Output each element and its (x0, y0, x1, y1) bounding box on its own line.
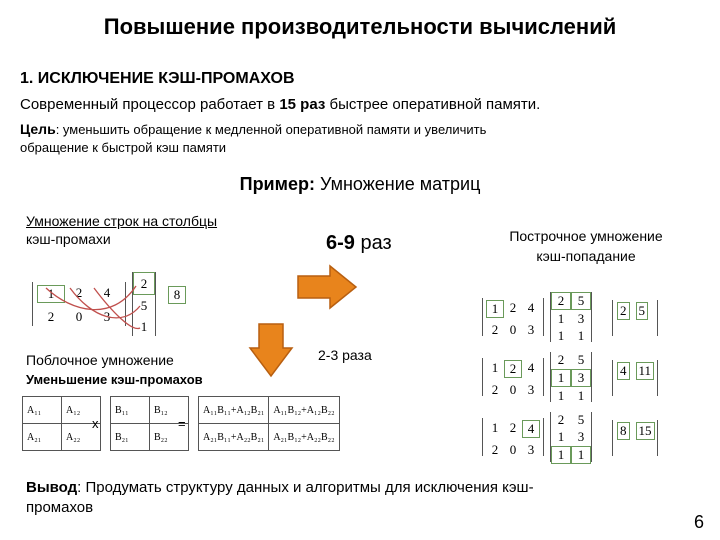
row-example (482, 352, 682, 402)
matrix-a-cell: 3 (103, 309, 111, 324)
row-c-cell: 2 (617, 302, 630, 320)
block-title: Поблочное умножение (26, 352, 174, 368)
intro-pre: Современный процессор работает в (20, 96, 280, 113)
access-path-icon (32, 272, 172, 342)
row-a-cell: 3 (527, 322, 535, 337)
row-b-cell: 1 (557, 388, 565, 403)
row-b-cell: 1 (557, 429, 565, 444)
row-a-cell: 2 (491, 382, 499, 397)
row-b-cell: 5 (571, 292, 591, 310)
row-a-cell: 3 (527, 442, 535, 457)
row-c-cell: 11 (636, 362, 655, 380)
matrix-a-cell: 0 (75, 309, 83, 324)
speedup-bold: 6-9 (326, 232, 355, 254)
row-a-cell: 0 (509, 322, 517, 337)
intro-text (20, 96, 540, 113)
row-b-cell: 2 (557, 412, 565, 427)
row-b-cell: 3 (577, 311, 585, 326)
row-mult-examples (482, 286, 682, 470)
row-b-cell: 1 (577, 328, 585, 343)
block-sub: Уменьшение кэш-промахов (26, 372, 203, 387)
conclusion-line2: промахов (26, 499, 94, 516)
block-a-cell: A₂₂ (62, 424, 101, 451)
matrix-b-cell: 1 (140, 319, 148, 334)
block-c-cell: A₂₁B₁₂+A₂₂B₂₂ (269, 424, 339, 451)
row-a-cell: 4 (527, 360, 535, 375)
block-matrix-a (22, 396, 101, 451)
right-arrow-icon (296, 264, 358, 310)
row-a-cell: 1 (491, 360, 499, 375)
block-c-cell: A₁₁B₁₂+A₁₂B₂₂ (269, 397, 339, 424)
row-b-cell: 1 (557, 328, 565, 343)
row-b-cell: 3 (571, 369, 591, 387)
conclusion-label: Вывод (26, 479, 78, 496)
block-b-cell: B₂₁ (111, 424, 150, 451)
row-a-cell: 0 (509, 382, 517, 397)
conclusion-text (26, 478, 646, 518)
row-a-cell: 1 (486, 300, 504, 318)
section-heading: 1. ИСКЛЮЧЕНИЕ КЭШ-ПРОМАХОВ (20, 70, 295, 87)
page-number: 6 (693, 512, 704, 532)
example-label: Пример: (239, 174, 315, 194)
row-c-cell: 15 (636, 422, 655, 440)
row-b-cell: 2 (551, 292, 571, 310)
row-a-cell: 2 (509, 420, 517, 435)
row-a-cell: 3 (527, 382, 535, 397)
block-b-cell: B₂₂ (150, 424, 189, 451)
row-a-cell: 1 (491, 420, 499, 435)
goal-line1: : уменьшить обращение к медленной оперативной памяти и увеличить (55, 122, 487, 137)
slide-title: Повышение производительности вычислений (103, 14, 617, 39)
block-b-cell: B₁₂ (150, 397, 189, 424)
row-mult-title: Построчное умножение (509, 228, 663, 244)
block-speedup-label: 2-3 раза (318, 347, 372, 363)
matrix-a-cell: 1 (37, 285, 65, 303)
goal-label: Цель (20, 121, 56, 137)
block-c-cell: A₁₁B₁₁+A₁₂B₂₁ (199, 397, 269, 424)
matrix-b-cell: 5 (140, 298, 148, 313)
matrix-a-cell: 2 (47, 309, 55, 324)
intro-bold: 15 раз (279, 96, 326, 113)
row-b-cell: 3 (577, 429, 585, 444)
row-a-cell: 4 (522, 420, 540, 438)
row-c-cell: 4 (617, 362, 630, 380)
row-b-cell: 1 (571, 446, 591, 464)
row-col-caption (26, 212, 217, 248)
row-a-cell: 2 (509, 300, 517, 315)
goal-line2: обращение к быстрой кэш памяти (20, 140, 227, 155)
block-matrix-c (198, 396, 340, 451)
row-mult-caption (478, 226, 694, 266)
row-b-cell: 1 (577, 388, 585, 403)
row-mult-sub: кэш-попадание (536, 248, 636, 264)
times-sign: x (92, 416, 99, 431)
goal-text (20, 120, 486, 157)
conclusion-line1: : Продумать структуру данных и алгоритмы для исключения кэш- (77, 479, 534, 496)
row-b-cell: 1 (551, 369, 571, 387)
row-b-cell: 1 (551, 446, 571, 464)
row-col-title: Умножение строк на столбцы (26, 213, 218, 229)
block-a-cell: A₁₂ (62, 397, 101, 424)
block-b-cell: B₁₁ (111, 397, 150, 424)
row-example (482, 292, 682, 342)
speedup-rest: раз (354, 232, 392, 254)
row-a-cell: 0 (509, 442, 517, 457)
result-cell: 8 (168, 286, 186, 304)
row-col-sub: кэш-промахи (26, 231, 111, 247)
block-a-cell: A₂₁ (23, 424, 62, 451)
matrix-a-cell: 2 (75, 285, 83, 300)
row-a-cell: 4 (527, 300, 535, 315)
row-b-cell: 1 (557, 311, 565, 326)
row-col-example (32, 272, 212, 342)
row-a-cell: 2 (491, 442, 499, 457)
example-text: Умножение матриц (314, 174, 481, 194)
speedup-label (326, 232, 392, 255)
intro-post: быстрее оперативной памяти. (325, 96, 541, 113)
row-c-cell: 5 (636, 302, 649, 320)
down-arrow-icon (248, 322, 294, 378)
matrix-a-cell: 4 (103, 285, 111, 300)
matrix-b-cell: 2 (133, 272, 155, 295)
row-c-cell: 8 (617, 422, 630, 440)
row-example (482, 412, 682, 462)
block-c-cell: A₂₁B₁₁+A₂₂B₂₁ (199, 424, 269, 451)
row-b-cell: 5 (577, 352, 585, 367)
row-a-cell: 2 (504, 360, 522, 378)
row-b-cell: 2 (557, 352, 565, 367)
equals-sign: = (178, 416, 186, 431)
block-a-cell: A₁₁ (23, 397, 62, 424)
example-heading (0, 174, 720, 195)
row-b-cell: 5 (577, 412, 585, 427)
row-a-cell: 2 (491, 322, 499, 337)
